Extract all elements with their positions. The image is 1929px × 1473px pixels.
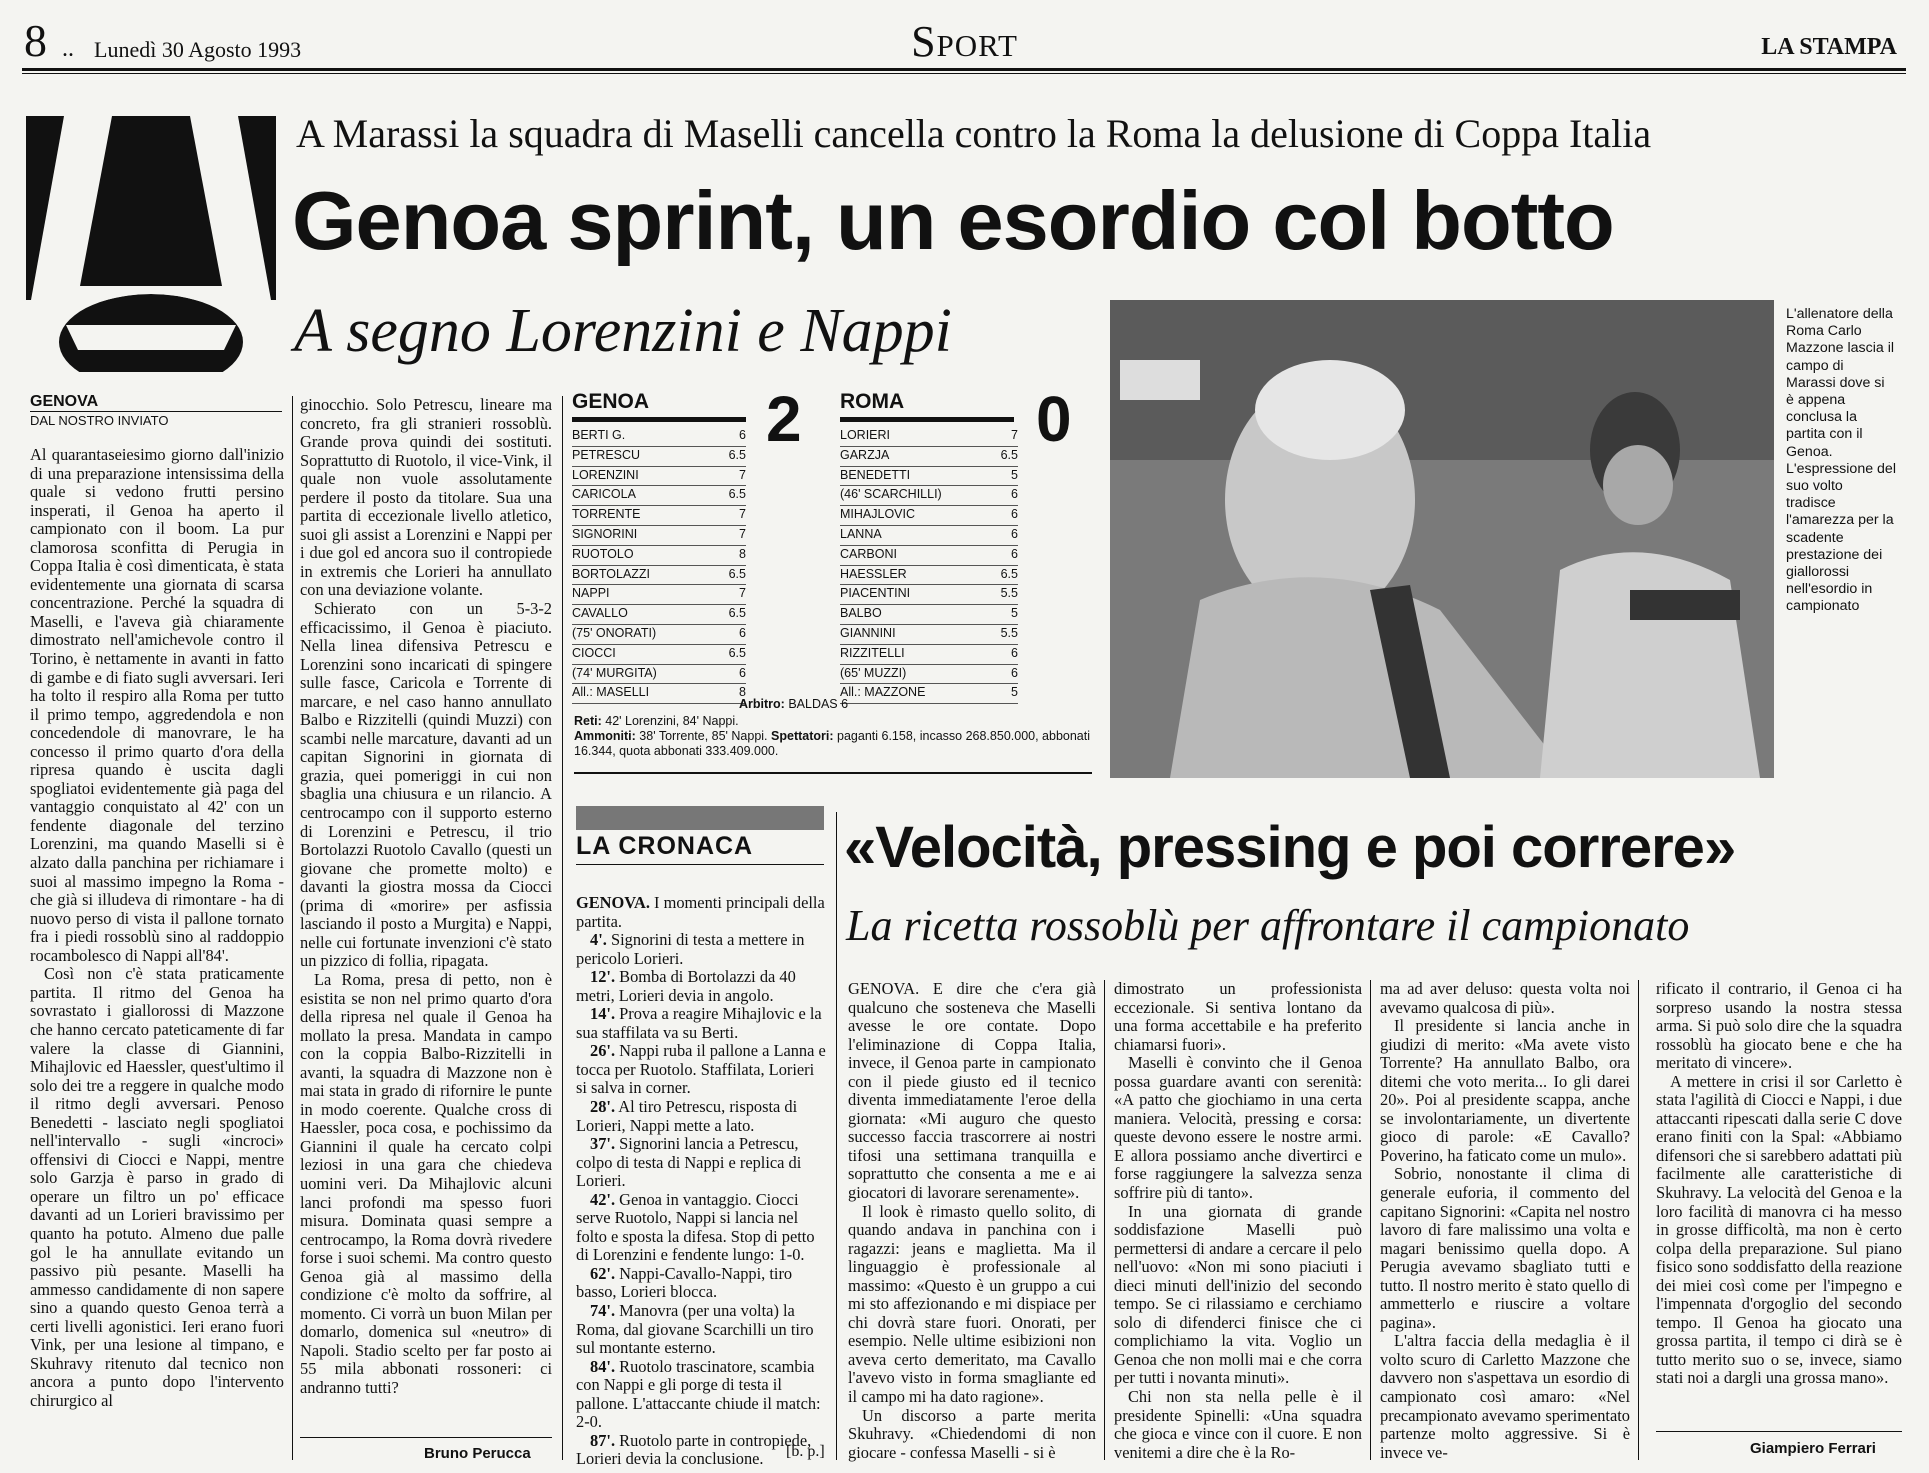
cronaca-intro-city: GENOVA. [576, 893, 650, 912]
event-text: Prova a reagire Mihajlovic e la sua staffilata va su Berti. [576, 1004, 822, 1042]
player-vote: 6 [739, 428, 746, 442]
article2-paragraph: Il presidente si lancia anche in giudizi di merito: «Ma avete visto Torrente? Ha annullato Balbo, ora ditemi che voto merita... Io gli darei 20». Poi al presidente scappa, anche se involontariamente, un divertente gioco di parole: «E Cavallo? Poverino, ha faticato come un mulo». [1380, 1016, 1630, 1165]
article1-paragraph: ginocchio. Solo Petrescu, lineare ma concreto, fra gli stranieri rossoblù. Grande prova quindi dei sostituti. Soprattutto di Ruotolo, il vice-Vink, il quale non vuole assolutamente perdere il posto da titolare. Sua una partita di eccezionale livello atletico, suoi gli assist a Lorenzini e Nappi per i due gol ed ancora suo il contropiede in extremis che Lorieri ha annullato con una deviazione volante. [300, 395, 552, 600]
goals-label: Reti: [574, 714, 602, 728]
event-text: Genoa in vantaggio. Ciocci serve Ruotolo, Nappi si lancia nel folto e sposta la difesa. Stop di petto di Lorenzini e fendente lungo: 1-0. [576, 1189, 815, 1265]
match-box-rule [574, 772, 1092, 774]
player-name: CARBONI [840, 546, 897, 561]
lineup-row [572, 526, 746, 546]
player-vote: 7 [739, 507, 746, 522]
lineup-row [572, 684, 746, 704]
player-vote: 6 [1011, 526, 1018, 541]
article2-column-3 [1380, 980, 1630, 1462]
away-lineup [840, 427, 1018, 704]
player-vote: 5.5 [1000, 586, 1018, 601]
article2-paragraph: Sobrio, nonostante il clima di generale euforia, il commento del capitano Signorini: «Capita nel nostro lavoro di fare malissimo una volta e magari benissimo quella dopo. A Perugia avevamo sbagliato tutti e tutto. Il nostro merito è stato quello di ammetterlo e riuscire a voltare pagina». [1380, 1164, 1630, 1332]
cronaca-events [576, 931, 828, 1469]
cronaca-event [576, 1265, 828, 1302]
player-name: PETRESCU [572, 447, 641, 462]
cronaca-body [576, 894, 828, 1469]
article1-paragraph: Così non c'è stata praticamente partita. Il ritmo del Genoa ha sovrastato i giallorossi di Mazzone che hanno cercato pateticamente di far valere la classe di Giannini, Mihajlovic ed Haessler, quest'ultimo il solo dei tre a reggere in qualche modo il ritmo degli avversari. Penoso Benedetti - lasciato negli spogliatoi nell'intervallo - sugli «incroci» offensivi di Ciocci e Nappi, mentre solo Garzja è parso in grado di operare un filtro un po' efficace davanti ad un Lorieri bravissimo per quanto ha potuto. Almeno due palle gol le ha annullate evitando un passivo più pesante. Maselli ha ammesso candidamente di non sapere sino a quando questo Genoa terrà a certi livelli agonistici. Ieri erano fuori Vink, per una lesione al timpano, e Skuhravy ritenuto dal tecnico non ancora a punto dopo l'intervento chirurgico al [30, 964, 284, 1410]
cronaca-event [576, 1358, 828, 1432]
player-name: GARZJA [840, 447, 890, 462]
cronaca-header-bar [576, 806, 824, 830]
article2-column-1 [848, 980, 1096, 1462]
event-minute: 14'. [590, 1004, 616, 1024]
article2-paragraph: A mettere in crisi il sor Carletto è stata l'agilità di Ciocci e Nappi, i due attaccanti ripescati dalla serie C dove erano finiti con la Spal: «Abbiamo difensori che si sarebbero adattati più facilmente alle caratteristiche di Skuhravy. La velocità del Genoa e la loro facilità di manovra ci ha messo in grosse difficoltà, ma non è certo colpa della preparazione. Sul piano fisico sono soddisfatto della reazione dei miei così come per l'impegno e l'impennata d'orgoglio del secondo tempo. Il Genoa ha giocato una grossa partita, il tempo ci dirà se è tutto merito suo o se, invece, siamo stati noi a dargli una grossa mano». [1656, 1071, 1902, 1388]
dateline-rule [30, 411, 282, 412]
lineup-row [572, 486, 746, 506]
away-team: ROMA [840, 390, 905, 413]
lineup-row [572, 625, 746, 645]
event-text: Ruotolo parte in contropiede, Lorieri devia la conclusione. [576, 1430, 812, 1469]
event-minute: 4'. [590, 930, 607, 950]
event-text: Signorini lancia a Petrescu, colpo di testa di Nappi e replica di Lorieri. [576, 1134, 802, 1191]
lineup-row [840, 427, 1018, 447]
article2-paragraph: Maselli è convinto che il Genoa possa guardare avanti con serenità: «A patto che giochiamo in una certa maniera. Velocità, pressing e corsa: queste devono essere le nostre armi. E allora possiamo anche divertirci e forse raggiungere la salvezza senza soffrire più di tanto». [1114, 1053, 1362, 1203]
player-vote: 5 [1011, 685, 1018, 700]
event-text: Al tiro Petrescu, risposta di Lorieri, Nappi mette a lato. [576, 1097, 798, 1135]
article2-paragraph: ma ad aver deluso: questa volta noi avevamo qualcosa di più». [1380, 979, 1630, 1017]
goals-line [574, 714, 1094, 729]
booked: 38' Torrente, 85' Nappi. [639, 729, 768, 743]
article2-headline: «Velocità, pressing e poi correre» [844, 815, 1736, 880]
cronaca-event [576, 1042, 828, 1098]
player-name: All.: MASELLI [572, 685, 650, 700]
article1-column-2 [300, 396, 552, 1398]
player-vote: 6.5 [1000, 566, 1018, 581]
player-name: NAPPI [572, 586, 610, 601]
referee-label: Arbitro: [739, 697, 785, 711]
lineup-row [840, 526, 1018, 546]
cronaca-title: LA CRONACA [576, 832, 754, 860]
lineup-row [572, 645, 746, 665]
column-divider [1104, 980, 1105, 1460]
lineup-row [572, 566, 746, 586]
player-vote: 7 [739, 467, 746, 482]
lineup-row [840, 506, 1018, 526]
article2-signature: Giampiero Ferrari [1750, 1440, 1876, 1457]
cronaca-intro-text: I momenti principali della partita. [576, 893, 825, 931]
column-divider [292, 396, 293, 1460]
booked-line [574, 729, 1094, 759]
lineup-row [840, 447, 1018, 467]
article-kicker: A Marassi la squadra di Maselli cancella contro la Roma la delusione di Coppa Italia [296, 111, 1652, 156]
player-name: MIHAJLOVIC [840, 507, 916, 522]
booked-label: Ammoniti: [574, 729, 636, 743]
player-vote: 8 [739, 546, 746, 561]
goals: 42' Lorenzini, 84' Nappi. [605, 714, 739, 728]
cronaca-rule [576, 864, 824, 865]
event-text: Nappi ruba il pallone a Lanna e tocca per Ruotolo. Staffilata, Lorieri si salva in corner. [576, 1041, 826, 1098]
spectators: paganti 6.158, incasso 268.850.000, abbonati 16.344, quota abbonati 333.409.000. [574, 729, 1091, 758]
event-text: Signorini di testa a mettere in pericolo Lorieri. [576, 930, 805, 968]
cronaca-signature: [b. p.] [786, 1443, 825, 1460]
player-name: RIZZITELLI [840, 645, 905, 660]
player-name: (46' SCARCHILLI) [840, 487, 942, 502]
player-vote: 6.5 [728, 447, 746, 462]
lineup-row [840, 605, 1018, 625]
article2-column-2 [1114, 980, 1362, 1462]
cronaca-event [576, 1302, 828, 1358]
article1-signature: Bruno Perucca [424, 1445, 531, 1462]
signature-rule [300, 1437, 552, 1438]
article1-paragraph: Schierato con un 5-3-2 efficacissimo, il Genoa è piaciuto. Nella linea difensiva Petrescu e Lorenzini sono incaricati di spingere sulle fasce, Caricola e Torrente di marcare, e nel caso hanno annullato Balbo e Rizzitelli (quindi Muzzi) con scambi nelle marcature, davanti ad un capitan Signorini in giornata di grazia, quei pomeriggi in cui non sbaglia una chiusura e un rilancio. A centrocampo con il supporto esterno di Lorenzini e Petrescu, il trio Bortolazzi Ruotolo Cavallo (questi un giovane che promette molto) e davanti la giostra mossa da Ciocci (prima di «morire» per asfissia lasciando il posto a Murgita) e Nappi, nelle cui fortunate invenzioni c'è stato un pizzico di follia, ripagata. [300, 599, 552, 971]
player-name: GIANNINI [840, 625, 896, 640]
article2-paragraph: Il look è rimasto quello solito, di quando andava in panchina con i ragazzi: jeans e maglietta. Ma il linguaggio è professionale al massimo: «Questo è un gruppo a cui mi sto affezionando e mi dispiace per chi dovrà stare fuori. Onorati, per esempio. Nelle ultime esibizioni non aveva certo demeritato, ma Cavallo l'avevo visto in forma smagliante ed il campo mi ha dato ragione». [848, 1201, 1096, 1407]
article2-paragraph: GENOVA. E dire che c'era già qualcuno che sosteneva che Maselli avesse le ore contate. Dopo l'eliminazione di Coppa Italia, invece, il Genoa parte in campionato con il piede giusto ed il tecnico diventa immediatamente l'eroe della giornata: «Mi auguro che questo successo faccia trascorrere ai nostri tifosi una settimana tranquilla e soprattutto che consenta a me e ai giocatori di lavorare serenamente». [848, 979, 1096, 1203]
lineup-row [840, 625, 1018, 645]
lineup-row [840, 546, 1018, 566]
player-name: BORTOLAZZI [572, 566, 651, 581]
away-team-bar [840, 417, 1014, 422]
player-vote: 6.5 [728, 487, 746, 502]
player-name: SIGNORINI [572, 526, 638, 541]
event-minute: 28'. [590, 1097, 616, 1117]
player-vote: 7 [739, 586, 746, 601]
player-vote: 6.5 [1000, 447, 1018, 462]
article2-paragraph: Un discorso a parte merita Skuhravy. «Chiedendomi di non giocare - confessa Maselli - si è [848, 1405, 1096, 1462]
home-lineup [572, 427, 746, 704]
player-vote: 6 [1011, 645, 1018, 660]
player-vote: 6 [1011, 507, 1018, 522]
event-text: Manovra (per una volta) la Roma, dal giovane Scarchilli un tiro sul montante esterno. [576, 1301, 814, 1358]
player-name: HAESSLER [840, 566, 907, 581]
lineup-row [840, 585, 1018, 605]
photo-illustration [1110, 300, 1774, 778]
player-name: (65' MUZZI) [840, 665, 907, 680]
player-name: LORIERI [840, 428, 891, 442]
column-divider [1638, 980, 1639, 1460]
player-vote: 8 [739, 685, 746, 700]
player-name: (74' MURGITA) [572, 665, 657, 680]
article2-paragraph: L'altra faccia della medaglia è il volto scuro di Carletto Mazzone che davvero non s'aspettava un esordio di campionato così amaro: «Nel precampionato avevamo sperimentato partenze molto aggressive. Si è invece ve- [1380, 1331, 1630, 1462]
player-vote: 6 [1011, 665, 1018, 680]
event-minute: 42'. [590, 1189, 616, 1209]
player-vote: 6 [739, 625, 746, 640]
article1-column-1 [30, 446, 284, 1410]
home-score: 2 [766, 383, 802, 455]
player-name: LANNA [840, 526, 882, 541]
event-minute: 26'. [590, 1041, 616, 1061]
photo-mazzone [1110, 300, 1774, 778]
player-name: BALBO [840, 606, 882, 621]
spectators-label: Spettatori: [771, 729, 834, 743]
match-info [574, 714, 1094, 759]
event-text: Nappi-Cavallo-Nappi, tiro basso, Lorieri blocca. [576, 1263, 793, 1302]
photo-caption: L'allenatore della Roma Carlo Mazzone lascia il campo di Marassi dove si è appena conclusa la partita con il Genoa. L'espressione del suo volto tradisce l'amarezza per la scadente prestazione dei giallorossi nell'esordio in campionato [1786, 306, 1896, 615]
player-name: RUOTOLO [572, 546, 634, 561]
column-divider [562, 396, 563, 1460]
lineup-row [840, 665, 1018, 685]
referee-line [739, 697, 848, 712]
article2-column-4 [1656, 980, 1902, 1388]
article-subheadline: A segno Lorenzini e Nappi [294, 297, 952, 365]
lineup-row [840, 467, 1018, 487]
player-name: (75' ONORATI) [572, 625, 657, 640]
calcio-a-logo [26, 110, 276, 385]
column-divider [836, 812, 837, 1460]
dateline-city: GENOVA [30, 393, 99, 410]
article1-paragraph: Al quarantaseiesimo giorno dall'inizio di una preparazione intensissima della quale si vedono frutti persino insperati, il Genoa ha aperto il campionato con il boom. La pur clamorosa sconfitta di Perugia in Coppa Italia è così dimenticata, è stata evidentemente una giornata di scarsa concentrazione. Perché la squadra di Maselli, e l'aveva già chiaramente dimostrato nell'amichevole contro il Torino, è nettamente in avanti in fatto di gambe e di fiato sugli avversari. Ieri ha tolto il respiro alla Roma per tutto il primo tempo, aggredendola e non concedendole di manovrare, le ha concesso il primo quarto d'ora della ripresa quando è uscita dagli spogliatoi evidentemente già paga del vantaggio conquistato al 42' con un fendente diagonale del terzino Lorenzini, ma quando Maselli si è alzato dalla panchina per richiamare i suoi al massimo impegno la Roma - che già si illudeva di rimontare - ha di nuovo perso di vista il pallone tornato fra i piedi rossoblù sino al raddoppio rocambolesco di Nappi all'84'. [30, 445, 284, 965]
lineup-row [572, 605, 746, 625]
cronaca-event [576, 968, 828, 1005]
article2-paragraph: rificato il contrario, il Genoa ci ha sorpreso usando la nostra stessa arma. Si può solo dire che la squadra rossoblù ha giocato bene e che ha meritato di vincere». [1656, 979, 1902, 1073]
player-vote: 6 [739, 665, 746, 680]
signature-rule [1656, 1431, 1902, 1432]
lineup-row [572, 447, 746, 467]
lineup-row [840, 566, 1018, 586]
referee: BALDAS 6 [788, 697, 849, 711]
player-vote: 7 [739, 526, 746, 541]
newspaper-name: LA STAMPA [1761, 34, 1897, 60]
dateline-sub: DAL NOSTRO INVIATO [30, 413, 169, 428]
page-number-dots: .. [62, 36, 74, 62]
event-text: Ruotolo trascinatore, scambia con Nappi e gli porge di testa il pallone. L'attaccante chiude il match: 2-0. [576, 1356, 821, 1432]
cronaca-event [576, 1135, 828, 1191]
event-minute: 84'. [590, 1356, 616, 1376]
masthead-rule-thin [22, 73, 1906, 74]
player-vote: 7 [1011, 428, 1018, 442]
article2-subheadline: La ricetta rossoblù per affrontare il campionato [846, 901, 1690, 950]
player-name: LORENZINI [572, 467, 639, 482]
player-vote: 6.5 [728, 645, 746, 660]
player-vote: 6.5 [728, 566, 746, 581]
page-number: 8 [24, 15, 47, 66]
event-minute: 74'. [590, 1301, 616, 1321]
player-name: CAVALLO [572, 606, 628, 621]
masthead-rule [22, 68, 1906, 71]
lineup-row [572, 427, 746, 447]
cronaca-event [576, 1098, 828, 1135]
section-title: Sport [911, 17, 1018, 66]
lineup-row [572, 546, 746, 566]
player-name: PIACENTINI [840, 586, 911, 601]
player-name: CIOCCI [572, 645, 616, 660]
player-vote: 5 [1011, 606, 1018, 621]
player-name: BERTI G. [572, 428, 626, 442]
lineup-row [572, 585, 746, 605]
event-minute: 62'. [590, 1263, 616, 1283]
article2-paragraph: In una giornata di grande soddisfazione Maselli può permettersi di andare a cercare il pelo nell'uovo: «Non mi sono piaciuti i dieci minuti dell'inizio del secondo tempo. Se ci rilassiamo e cerchiamo solo di difenderci finisce che ci complichiamo la vita. Voglio un Genoa che non molli mai e che corra per tutti i novanta minuti». [1114, 1201, 1362, 1388]
column-divider [1370, 980, 1371, 1460]
home-team: GENOA [572, 390, 650, 413]
issue-date: Lunedì 30 Agosto 1993 [94, 37, 302, 62]
player-vote: 6.5 [728, 606, 746, 621]
lineup-row [840, 684, 1018, 704]
player-vote: 5 [1011, 467, 1018, 482]
cronaca-event [576, 1191, 828, 1265]
player-vote: 5.5 [1000, 625, 1018, 640]
article-headline: Genoa sprint, un esordio col botto [292, 174, 1614, 267]
lineup-row [840, 486, 1018, 506]
player-name: BENEDETTI [840, 467, 911, 482]
player-name: TORRENTE [572, 507, 641, 522]
lineup-row [840, 645, 1018, 665]
lineup-row [572, 467, 746, 487]
article1-paragraph: La Roma, presa di petto, non è esistita se non nel primo quarto d'ora della ripresa nel quale il Genoa ha mollato la presa. Mandata in campo con la coppia Balbo-Rizzitelli in avanti, la squadra di Mazzone non è mai stata in grado di rifornire le punte in modo coerente. Qualche cross di Haessler, poca cosa, e pochissimo da Giannini il quale ha cercato colpi leziosi in una gara che chiedeva uomini veri. Da Mihajlovic alcuni lanci profondi ma spesso fuori misura. Dominata quasi sempre a centrocampo, la Roma dovrà rivedere forse i suoi schemi. Ma contro questo Genoa già al massimo della condizione c'è molto da soffrire, al momento. Ci vorrà un buon Milan per domarlo, domenica sul «neutro» di Napoli. Stadio scelto per far posto ai 55 mila abbonati rossoneri: ci andranno tutti? [300, 969, 552, 1397]
player-vote: 6 [1011, 487, 1018, 502]
article2-paragraph: dimostrato un professionista eccezionale. Si sentiva lontano da una forma accettabile e ha preferito chiamarsi fuori». [1114, 979, 1362, 1054]
away-score: 0 [1036, 383, 1072, 455]
event-minute: 12'. [590, 967, 616, 987]
player-name: All.: MAZZONE [840, 685, 926, 700]
player-name: CARICOLA [572, 487, 636, 502]
cronaca-intro [576, 894, 828, 931]
event-minute: 87'. [590, 1430, 616, 1450]
cronaca-event [576, 931, 828, 968]
event-text: Bomba di Bortolazzi da 40 metri, Lorieri devia in angolo. [576, 967, 796, 1005]
home-team-bar [572, 417, 746, 422]
cronaca-event [576, 1005, 828, 1042]
event-minute: 37'. [590, 1134, 616, 1154]
lineup-row [572, 665, 746, 685]
player-vote: 6 [1011, 546, 1018, 561]
article2-paragraph: Chi non sta nella pelle è il presidente Spinelli: «Una squadra che gioca e vince con il cuore. E non venitemi a dire che è la Ro- [1114, 1387, 1362, 1462]
lineup-row [572, 506, 746, 526]
